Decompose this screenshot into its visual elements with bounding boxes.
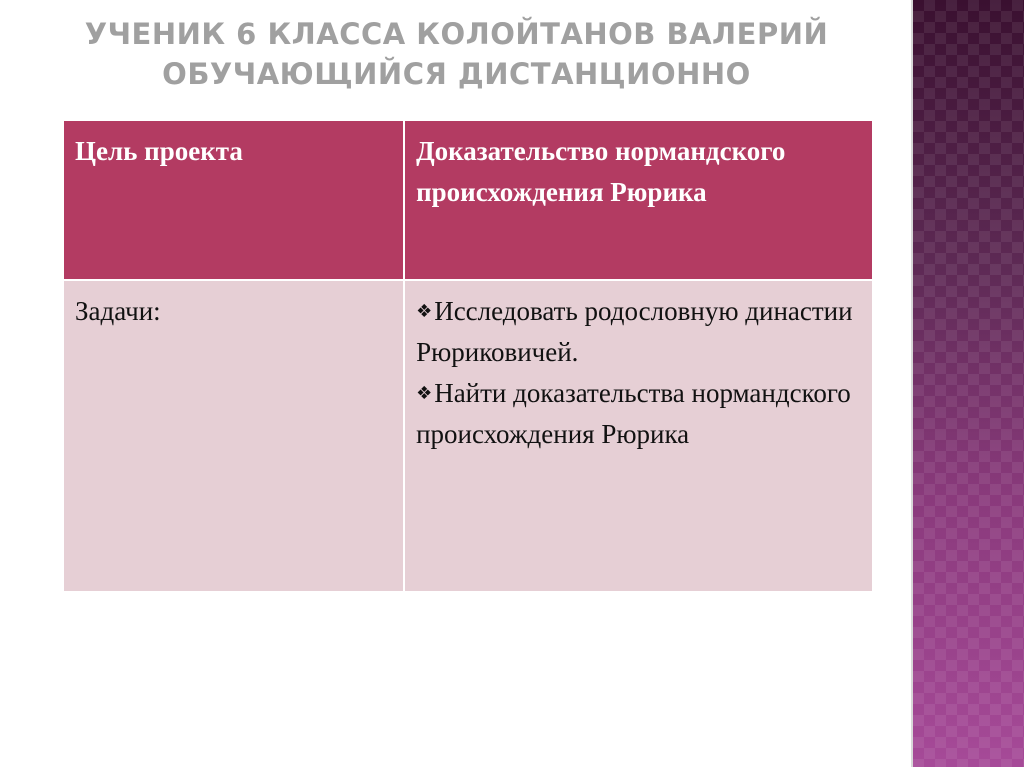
slide-title [0, 14, 913, 94]
task-item [416, 291, 861, 373]
diamond-bullet-icon: ❖ [416, 301, 433, 322]
project-table [62, 119, 874, 593]
diamond-bullet-icon: ❖ [416, 383, 433, 404]
tasks-label: Задачи: [75, 296, 161, 326]
task-text-1: Исследовать родословную династии Рюриковичей. [416, 296, 853, 367]
title-line-1: УЧЕНИК 6 КЛАССА КОЛОЙТАНОВ ВАЛЕРИЙ [84, 17, 829, 51]
task-text-2: Найти доказательства нормандского происхождения Рюрика [416, 378, 851, 449]
task-item [416, 373, 861, 455]
table-row-tasks [63, 280, 873, 592]
goal-label-cell [63, 120, 404, 280]
goal-value: Доказательство нормандского происхождения Рюрика [416, 136, 786, 207]
tasks-list-cell [404, 280, 873, 592]
table-row-goal [63, 120, 873, 280]
tasks-label-cell [63, 280, 404, 592]
decorative-side-band [913, 0, 1024, 767]
title-line-2: ОБУЧАЮЩИЙСЯ ДИСТАНЦИОННО [162, 57, 751, 91]
goal-label: Цель проекта [75, 136, 243, 166]
goal-value-cell [404, 120, 873, 280]
